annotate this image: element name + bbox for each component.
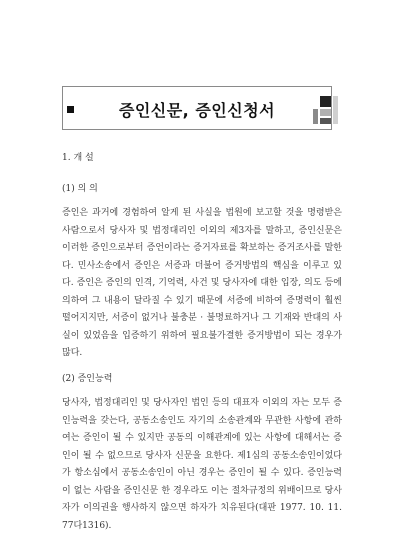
decorative-blocks-icon [313, 96, 339, 124]
section-heading: 1. 개 설 [62, 153, 94, 163]
subsection-heading-capacity: (2) 증인능력 [62, 373, 113, 384]
paragraph-capacity: 당사자, 법정대리인 및 당사자인 법인 등의 대표자 이외의 자는 모두 증인능력을 갖는다, 공동소송인도 자기의 소송관계와 무관한 사항에 관하여는 증인이 될 수 있지만 공동의 이해관계에 있는 사항에 대해서는 증인이 될 수 없으므로 당사자 신문을 요한다. 제1심의 공동소송인이었다가 항소심에서 공동소송인이 아닌 경우는 증인이 될 수 있다. 증인능력이 없는 사람을 증인신문 한 경우라도 이는 절차규정의 위배이므로 당사자가 이의권을 행사하지 않으면 하자가 치유된다(대판 1977. 10. 11. 77다1316). [62, 398, 342, 531]
page-title: 증인신문, 증인신청서 [118, 101, 276, 120]
paragraph-meaning: 증인은 과거에 경험하여 알게 된 사실을 법원에 보고할 것을 명령받은 사람으로서 당사자 및 법정대리인 이외의 제3자를 말하고, 증인신문은 이러한 증인으로부터 증언이라는 증거자료를 확보하는 증거조사를 말한다. 민사소송에서 증인은 서증과 더불어 증거방법의 핵심을 이루고 있다. 증인은 증인의 인격, 기억력, 사건 및 당사자에 대한 입장, 의도 등에 의하여 그 내용이 달라질 수 있기 때문에 서증에 비하여 증명력이 훨씬 떨어지지만, 서증이 없거나 불충분 · 불명료하거나 그 기재와 반대의 사실이 있었음을 입증하기 위하여 필요불가결한 증거방법이 되는 경우가 많다. [62, 208, 342, 358]
title-box [62, 86, 332, 130]
subsection-heading-meaning: (1) 의 의 [62, 183, 98, 194]
document-body [62, 150, 342, 543]
